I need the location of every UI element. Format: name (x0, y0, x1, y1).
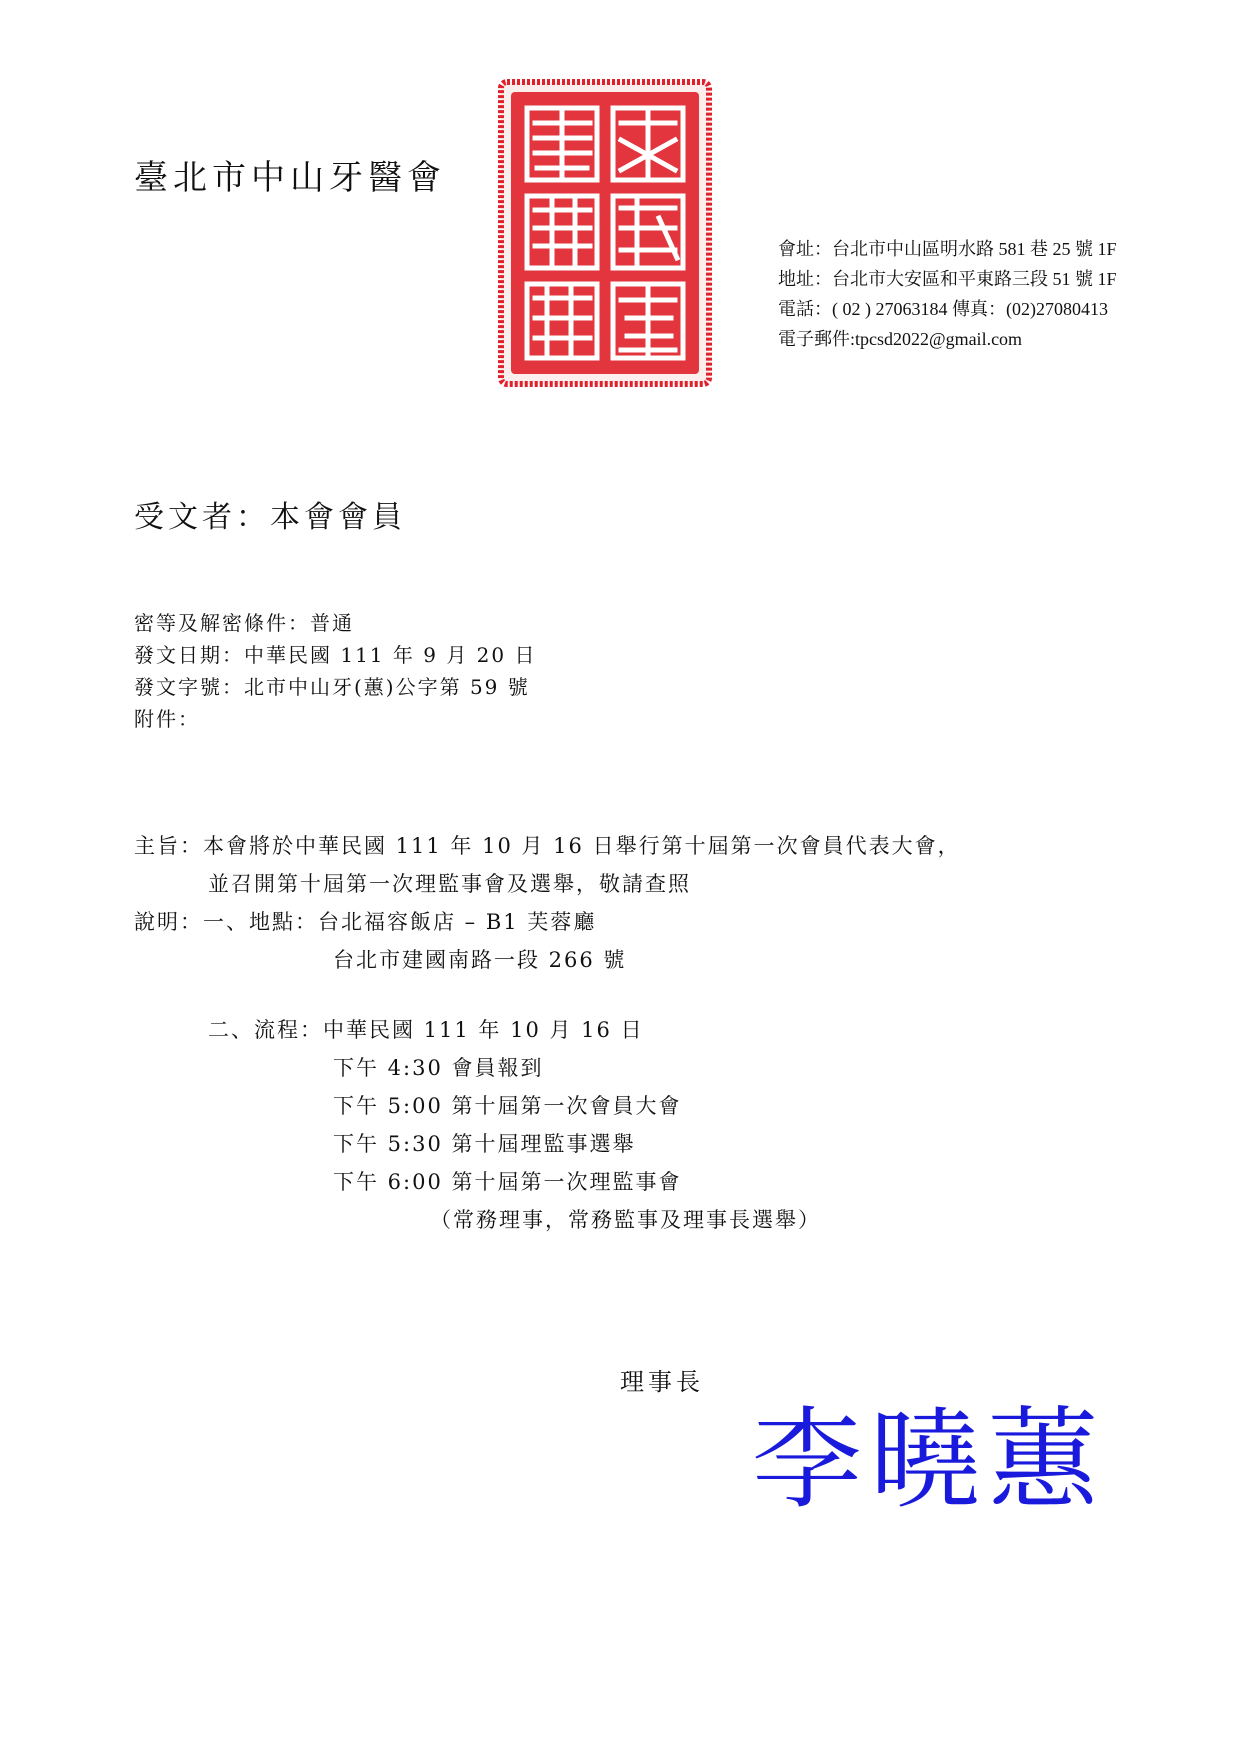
explanation-line: 台北市建國南路一段 266 號 (333, 948, 627, 972)
meta-line: 附件： (134, 707, 200, 731)
subject-line: 主旨：本會將於中華民國 111 年 10 月 16 日舉行第十屆第一次會員代表大會， (134, 834, 961, 858)
explanation-line: 說明：一、地點：台北福容飯店 – B1 芙蓉廳 (134, 910, 597, 934)
recipient-line: 受文者：本會會員 (134, 500, 406, 535)
organization-name: 臺北市中山牙醫會 (134, 158, 446, 198)
signature: 李曉蕙 (752, 1396, 1106, 1524)
schedule-item: 下午 5:30 第十屆理監事選舉 (333, 1132, 636, 1156)
schedule-item: 下午 5:00 第十屆第一次會員大會 (333, 1094, 682, 1118)
meta-line: 密等及解密條件：普通 (134, 611, 354, 635)
document-meta (134, 607, 537, 735)
process-line: 二、流程：中華民國 111 年 10 月 16 日 (208, 1018, 644, 1042)
contact-line: 電子郵件:tpcsd2022@gmail.com (778, 329, 1023, 349)
meta-line: 發文字號：北市中山牙(蕙)公字第 59 號 (134, 675, 530, 699)
official-seal-stamp (497, 78, 713, 388)
contact-line: 會址：台北市中山區明水路 581 巷 25 號 1F (778, 239, 1117, 259)
contact-line: 地址：台北市大安區和平東路三段 51 號 1F (778, 269, 1117, 289)
contact-line: 電話：( 02 ) 27063184 傳真：(02)27080413 (778, 299, 1108, 319)
signer-title: 理事長 (620, 1368, 704, 1396)
meta-line: 發文日期：中華民國 111 年 9 月 20 日 (134, 643, 537, 667)
schedule-note: （常務理事，常務監事及理事長選舉） (430, 1208, 821, 1232)
schedule-item: 下午 4:30 會員報到 (333, 1056, 544, 1080)
contact-info (778, 234, 1117, 354)
subject-line: 並召開第十屆第一次理監事會及選舉，敬請查照 (208, 872, 691, 896)
schedule-item: 下午 6:00 第十屆第一次理監事會 (333, 1170, 682, 1194)
